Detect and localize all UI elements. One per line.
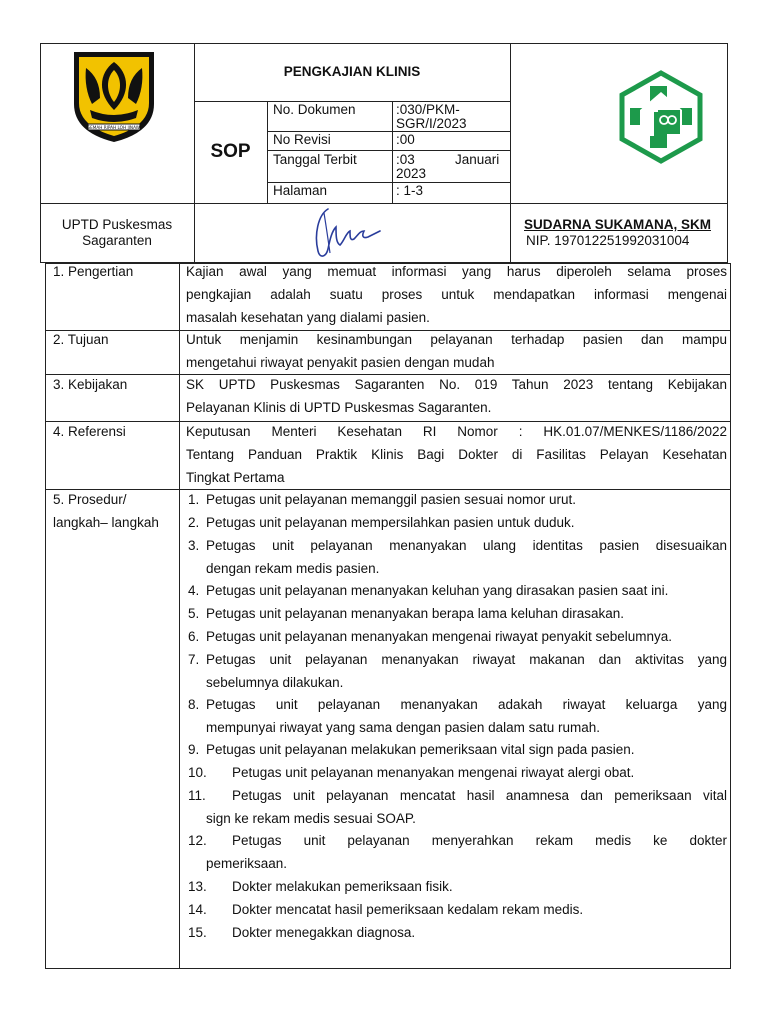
procedure-step bbox=[186, 738, 727, 761]
step-number: 14. bbox=[188, 902, 207, 917]
kebijakan-text bbox=[186, 373, 727, 419]
unit-name-line2: Sagaranten bbox=[82, 233, 152, 248]
header-divider bbox=[40, 203, 728, 204]
procedure-step bbox=[186, 829, 727, 875]
section-label-prosedur-line2: langkah– langkah bbox=[53, 515, 159, 530]
procedure-step bbox=[186, 921, 727, 944]
field-value-tanggal-part3: 2023 bbox=[396, 166, 427, 181]
field-value-tanggal-part1: :03 bbox=[396, 152, 415, 167]
procedure-step bbox=[186, 648, 727, 694]
field-value-no-dokumen-line2: SGR/I/2023 bbox=[396, 116, 467, 131]
kebijakan-line: Pelayanan Klinis di UPTD Puskesmas Sagaranten. bbox=[186, 400, 492, 415]
procedure-step bbox=[186, 534, 727, 580]
header-divider bbox=[510, 43, 511, 263]
step-text-continued: sebelumnya dilakukan. bbox=[206, 675, 344, 690]
step-text: Petugas unit pelayanan menanyakan mengenai riwayat penyakit sebelumnya. bbox=[206, 629, 673, 644]
step-number: 7. bbox=[188, 652, 200, 667]
pengertian-line: Kajian awal yang memuat informasi yang harus diperoleh selama proses bbox=[186, 264, 727, 279]
puskesmas-logo bbox=[614, 70, 708, 164]
step-text: Petugas unit pelayanan mempersilahkan pasien untuk duduk. bbox=[206, 515, 575, 530]
step-text: Petugas unit pelayanan menanyakan mengenai riwayat alergi obat. bbox=[232, 765, 635, 780]
step-text: Petugas unit pelayanan mencatat hasil anamnesa dan pemeriksaan vital bbox=[232, 788, 727, 803]
field-label-no-dokumen: No. Dokumen bbox=[273, 102, 356, 117]
tujuan-text bbox=[186, 328, 727, 374]
tujuan-line: mengetahui riwayat penyakit pasien dengan mudah bbox=[186, 355, 495, 370]
step-text-continued: pemeriksaan. bbox=[206, 856, 288, 871]
step-text: Petugas unit pelayanan menanyakan keluhan yang dirasakan pasien saat ini. bbox=[206, 583, 669, 598]
step-text: Petugas unit pelayanan menanyakan berapa lama keluhan dirasakan. bbox=[206, 606, 625, 621]
field-value-no-dokumen-line1: :030/PKM- bbox=[396, 102, 460, 117]
step-number: 9. bbox=[188, 742, 200, 757]
regional-emblem-logo bbox=[70, 48, 158, 144]
procedure-step bbox=[186, 761, 727, 784]
sop-title: PENGKAJIAN KLINIS bbox=[283, 64, 421, 79]
referensi-text bbox=[186, 420, 727, 489]
field-label-no-revisi: No Revisi bbox=[273, 132, 331, 147]
section-label-tujuan: 2. Tujuan bbox=[53, 332, 109, 347]
step-number: 1. bbox=[188, 492, 200, 507]
procedure-step bbox=[186, 898, 727, 921]
signatory-name: SUDARNA SUKAMANA, SKM bbox=[524, 217, 711, 232]
sop-label: SOP bbox=[210, 141, 251, 162]
procedure-step bbox=[186, 625, 727, 648]
step-text-continued: dengan rekam medis pasien. bbox=[206, 561, 380, 576]
step-text: Petugas unit pelayanan menanyakan adakah riwayat keluarga yang bbox=[206, 697, 727, 712]
header-divider bbox=[267, 101, 268, 203]
step-number: 5. bbox=[188, 606, 200, 621]
step-text: Petugas unit pelayanan menanyakan riwayat makanan dan aktivitas yang bbox=[206, 652, 727, 667]
procedure-step bbox=[186, 875, 727, 898]
header-divider bbox=[392, 101, 393, 203]
step-number: 12. bbox=[188, 833, 207, 848]
referensi-line: Tentang Panduan Praktik Klinis Bagi Dokter di Fasilitas Pelayan Kesehatan bbox=[186, 447, 727, 462]
tujuan-line: Untuk menjamin kesinambungan pelayanan terhadap pasien dan mampu bbox=[186, 332, 727, 347]
svg-text:GEMAH RIPAH LOH JINAWI: GEMAH RIPAH LOH JINAWI bbox=[86, 125, 142, 130]
step-text: Dokter melakukan pemeriksaan fisik. bbox=[232, 879, 453, 894]
procedure-step bbox=[186, 693, 727, 739]
step-text: Dokter mencatat hasil pemeriksaan kedalam rekam medis. bbox=[232, 902, 584, 917]
pengertian-line: masalah kesehatan yang dialami pasien. bbox=[186, 310, 430, 325]
step-text: Petugas unit pelayanan melakukan pemeriksaan vital sign pada pasien. bbox=[206, 742, 635, 757]
field-label-halaman: Halaman bbox=[273, 183, 328, 198]
step-text: Petugas unit pelayanan menanyakan ulang identitas pasien disesuaikan bbox=[206, 538, 727, 553]
pengertian-line: pengkajian adalah suatu proses untuk mendapatkan informasi mengenai bbox=[186, 287, 727, 302]
signatory-nip: NIP. 197012251992031004 bbox=[526, 233, 690, 248]
step-number: 4. bbox=[188, 583, 200, 598]
field-label-tanggal-terbit: Tanggal Terbit bbox=[273, 152, 357, 167]
kebijakan-line: SK UPTD Puskesmas Sagaranten No. 019 Tahun 2023 tentang Kebijakan bbox=[186, 377, 727, 392]
unit-name-line1: UPTD Puskesmas bbox=[61, 217, 173, 232]
procedure-step bbox=[186, 784, 727, 830]
referensi-line: Tingkat Pertama bbox=[186, 470, 285, 485]
step-text: Petugas unit pelayanan menyerahkan rekam medis ke dokter bbox=[232, 833, 727, 848]
content-column-divider bbox=[179, 263, 180, 969]
step-text: Petugas unit pelayanan memanggil pasien sesuai nomor urut. bbox=[206, 492, 576, 507]
procedure-step bbox=[186, 511, 727, 534]
field-value-halaman: : 1-3 bbox=[396, 183, 424, 198]
step-number: 8. bbox=[188, 697, 200, 712]
step-text: Dokter menegakkan diagnosa. bbox=[232, 925, 416, 940]
section-label-prosedur: 5. Prosedur/ bbox=[53, 492, 127, 507]
step-number: 15. bbox=[188, 925, 207, 940]
section-label-pengertian: 1. Pengertian bbox=[53, 264, 134, 279]
section-label-referensi: 4. Referensi bbox=[53, 424, 126, 439]
handwritten-signature bbox=[306, 205, 386, 263]
step-number: 11. bbox=[188, 788, 206, 803]
header-divider bbox=[267, 150, 510, 151]
step-number: 6. bbox=[188, 629, 200, 644]
procedure-step bbox=[186, 488, 727, 511]
procedure-step bbox=[186, 579, 727, 602]
step-number: 2. bbox=[188, 515, 200, 530]
pengertian-text bbox=[186, 260, 727, 329]
field-value-no-revisi: :00 bbox=[396, 132, 415, 147]
section-label-kebijakan: 3. Kebijakan bbox=[53, 377, 128, 392]
step-number: 10. bbox=[188, 765, 207, 780]
step-text-continued: mempunyai riwayat yang sama dengan pasien dalam satu rumah. bbox=[206, 720, 600, 735]
step-text-continued: sign ke rekam medis sesuai SOAP. bbox=[206, 811, 416, 826]
step-number: 13. bbox=[188, 879, 207, 894]
step-number: 3. bbox=[188, 538, 200, 553]
procedure-step bbox=[186, 602, 727, 625]
field-value-tanggal-part2: Januari bbox=[455, 152, 500, 167]
referensi-line: Keputusan Menteri Kesehatan RI Nomor : HK.01.07/MENKES/1186/2022 bbox=[186, 424, 727, 439]
